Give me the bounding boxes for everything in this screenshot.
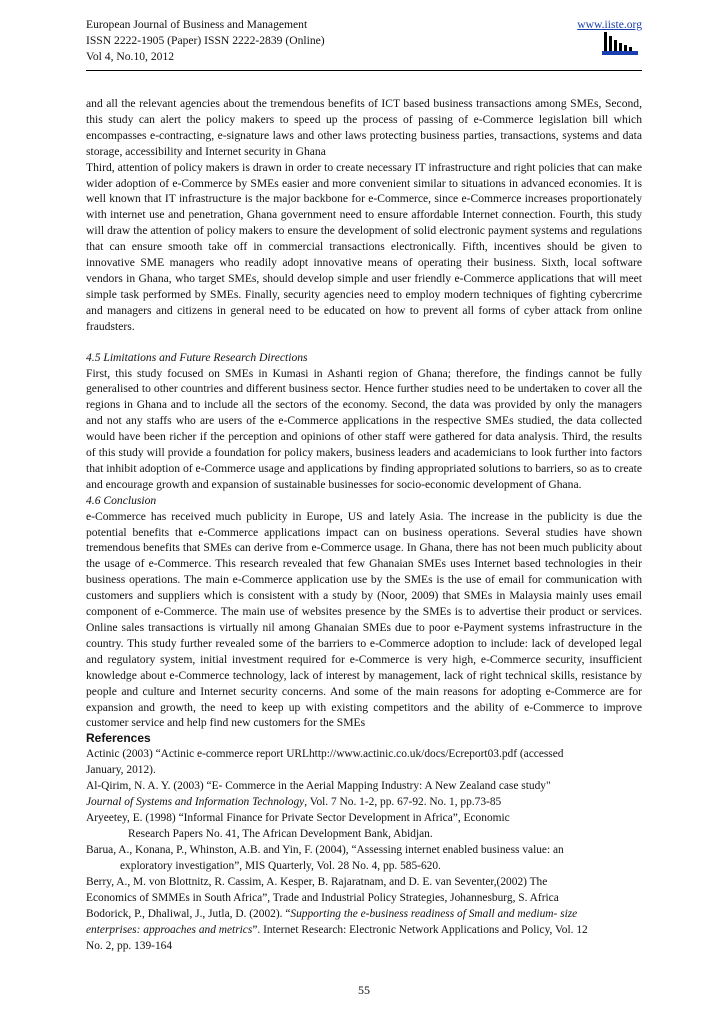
reference-al-qirim: Al-Qirim, N. A. Y. (2003) “E- Commerce in the Aerial Mapping Industry: A New Zealand case study" Journal of Systems and Information Technology, Vol. 7 No. 1-2, pp. 67-92. No. 1, pp.73-85 (86, 780, 551, 808)
body-paragraph-4: e-Commerce has received much publicity in Europe, US and lately Asia. The increase in the publicity is due the potential benefits that e-Commerce applications impact can on business operations. Several studies have shown tremendous benefits that SMEs can derive from e-Commerce usage. In Ghana, there has not been much publicity about the usage of e-Commerce. This research revealed that few Ghanaian SMEs uses Internet based technologies in their business operations. The main e-Commerce application use by the SMEs is the use of email for communication with customers and suppliers which is consistent with a study by (Noor, 2009) that SMEs in Malaysia mainly uses email component of e-Commerce. The main use of websites presence by the SMEs is to advertise their product or services. Online sales transactions is virtually nil among Ghanaian SMEs due to poor e-Payment systems infrastructure in the country. This study further revealed some of the barriers to e-Commerce adoption to include: lack of developed legal and regulatory system, initial investment required for e-Commerce is very high, e-Commerce security, insufficient knowledge about e-Commerce technology, lack of interest by management, lack of right technical skills, resistance by people and culture and Internet security concerns. And some of the main reasons for adopting e-Commerce are for expansion and growth, the need to keep up with existing competitors and the ability of e-Commerce to improve customer service and help find new customers for the SMEs (86, 509, 642, 730)
body-paragraph-1: and all the relevant agencies about the tremendous benefits of ICT based business transactions among SMEs, Second, this study can alert the policy makers to speed up the process of passing of e-Commerce legislation bill which encompasses e-contracting, e-signature laws and other laws protecting business parties, transactions, systems and data storage, accessibility and Internet security in Ghana (86, 97, 642, 158)
page-number: 55 (358, 983, 370, 997)
reference-berry: Berry, A., M. von Blottnitz, R. Cassim, A. Kesper, B. Rajaratnam, and D. E. van Seventer,(2002) The Economics of SMMEs in South Africa”, Trade and Industrial Policy Strategies, Johannesburg, S. Africa (86, 876, 559, 904)
reference-actinic: Actinic (2003) “Actinic e-commerce report URLhttp://www.actinic.co.uk/docs/Ecreport03.pdf (accessed January, 2012). (86, 748, 564, 776)
reference-bodorick: Bodorick, P., Dhaliwal, J., Jutla, D. (2002). “Supporting the e-business readiness of Small and medium- size enterprises: approaches and metrics”. Internet Research: Electronic Network Applications and Policy, Vol. 12 No. 2, pp. 139-164 (86, 908, 588, 952)
reference-barua: Barua, A., Konana, P., Whinston, A.B. and Yin, F. (2004), “Assessing internet enabled business value: an (86, 844, 564, 856)
body-paragraph-3: First, this study focused on SMEs in Kumasi in Ashanti region of Ghana; therefore, the findings cannot be fully generalised to other countries and different business sector. Hence further studies need to be undertaken to cover all the regions in Ghana and to include all the sectors of the economy. Second, the data was provided by only the managers and not any staffs who are users of the e-Commerce applications in the respective SMEs studied, the data collected would have been richer if the perception and opinions of other staff were gathered for data analysis. Third, the results of this study will provide a foundation for policy makers, business leaders and academicians to look further into factors that inhibit adoption of e-Commerce usage and applications by finding appropriated solutions to barriers, so as to create and encourage growth and expansion of sustainable businesses for socio-economic development of Ghana. (86, 366, 642, 491)
reference-aryeetey-cont: Research Papers No. 41, The African Development Bank, Abidjan. (128, 828, 433, 840)
references-heading: References (86, 731, 151, 745)
running-header (86, 17, 642, 65)
reference-barua-cont: exploratory investigation”, MIS Quarterly, Vol. 28 No. 4, pp. 585-620. (120, 860, 441, 872)
section-heading-4-6: 4.6 Conclusion (86, 493, 157, 507)
volume-line: Vol 4, No.10, 2012 (86, 50, 175, 63)
header-divider (86, 70, 642, 71)
journal-name: European Journal of Business and Management (86, 18, 308, 31)
issn-line: ISSN 2222-1905 (Paper) ISSN 2222-2839 (Online) (86, 34, 325, 47)
section-heading-4-5: 4.5 Limitations and Future Research Directions (86, 350, 308, 364)
reference-aryeetey: Aryeetey, E. (1998) “Informal Finance for Private Sector Development in Africa”, Economic (86, 812, 510, 824)
references-section (86, 730, 642, 954)
body-paragraph-2: Third, attention of policy makers is drawn in order to create necessary IT infrastructure and right policies that can make wider adoption of e-Commerce by SMEs easier and more convenient similar to situations in advanced economies. It is well known that IT infrastructure is the major backbone for e-Commerce, since e-Commerce increases proportionately with internet use and penetration, Ghana government need to ensure affordable Internet connection. Fourth, this study will draw the attention of policy makers to ensure the development of solid electronic payment systems and regulations that can ensure smooth take off in commercial transactions electronically. Fifth, incentives should be given to innovative SME managers who readily adopt innovative means of operating their business. Sixth, local software vendors in Ghana, who target SMEs, should develop simple and user friendly e-Commerce applications that will meet simple task performed by SMEs. Finally, security agencies need to employ modern techniques of fighting cybercrime and managers and citizens in general need to be educated on how to prevent all forms of cyber attack from online fraudsters. (86, 160, 642, 333)
article-body (86, 96, 642, 731)
journal-url-link[interactable]: www.iiste.org (577, 18, 642, 31)
iiste-logo-icon (602, 29, 642, 56)
